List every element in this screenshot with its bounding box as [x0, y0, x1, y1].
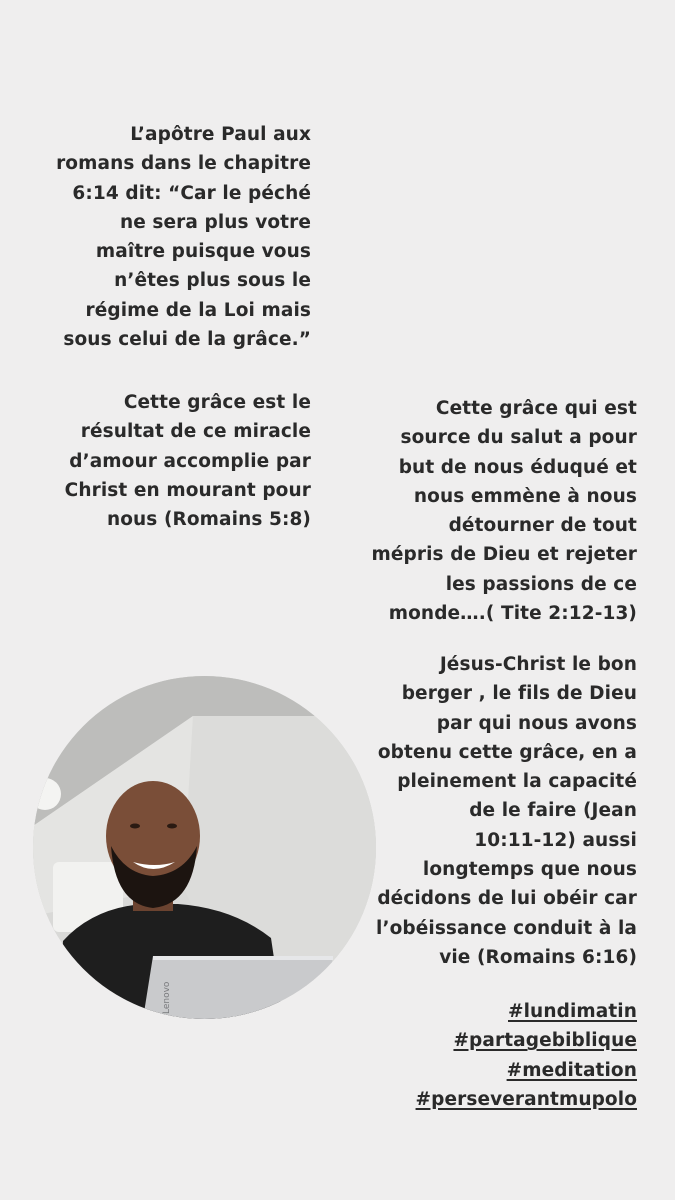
text-line: 10:11-12) aussi: [474, 829, 637, 851]
text-block-romans-5-8: [65, 388, 311, 534]
hashtag-link[interactable]: #meditation: [506, 1059, 637, 1081]
text-line: Jésus-Christ le bon: [439, 654, 637, 675]
text-line: d’amour accomplie par: [69, 450, 311, 472]
text-line: Christ en mourant pour: [64, 479, 311, 501]
text-line: romans dans le chapitre: [56, 153, 311, 175]
text-line: les passions de ce: [445, 573, 637, 595]
laptop-brand: Lenovo: [162, 981, 172, 1014]
text-line: sous celui de la grâce.”: [63, 329, 311, 351]
text-line: obtenu cette grâce, en a: [377, 741, 637, 763]
text-line: nous (Romains 5:8): [106, 509, 311, 531]
text-line: monde….( Tite 2:12-13): [388, 603, 637, 625]
text-line: par qui nous avons: [436, 712, 637, 734]
text-line: ne sera plus votre: [119, 211, 311, 233]
text-line: Cette grâce qui est: [435, 398, 637, 419]
text-line: nous emmène à nous: [413, 485, 637, 507]
text-line: berger , le fils de Dieu: [401, 683, 637, 705]
photo-illustration: [33, 676, 376, 1019]
text-line: de le faire (Jean: [469, 800, 637, 822]
hashtag-list: [416, 997, 637, 1114]
hashtag-link[interactable]: #perseverantmupolo: [415, 1088, 637, 1110]
text-line: source du salut a pour: [400, 427, 637, 449]
text-line: Cette grâce est le: [123, 392, 311, 413]
text-block-jean-10-11: [376, 650, 637, 972]
hashtag-link[interactable]: #partagebiblique: [453, 1030, 637, 1052]
text-line: 6:14 dit: “Car le péché: [72, 182, 311, 204]
hashtag-link[interactable]: #lundimatin: [508, 1001, 637, 1022]
text-line: n’êtes plus sous le: [114, 270, 311, 292]
text-line: détourner de tout: [448, 515, 637, 537]
text-block-romans-6-14: [56, 120, 311, 354]
text-line: résultat de ce miracle: [80, 421, 311, 443]
text-line: longtemps que nous: [422, 859, 637, 881]
text-line: l’obéissance conduit à la: [376, 917, 637, 939]
text-line: but de nous éduqué et: [398, 456, 637, 478]
avatar-photo: [33, 676, 376, 1019]
text-line: décidons de lui obéir car: [377, 888, 637, 910]
text-line: vie (Romains 6:16): [439, 946, 637, 968]
text-block-tite-2-12: [372, 394, 637, 628]
text-line: mépris de Dieu et rejeter: [371, 544, 637, 566]
text-line: maître puisque vous: [95, 241, 311, 263]
text-line: pleinement la capacité: [397, 771, 637, 793]
text-line: L’apôtre Paul aux: [130, 124, 311, 145]
text-line: régime de la Loi mais: [85, 299, 311, 321]
